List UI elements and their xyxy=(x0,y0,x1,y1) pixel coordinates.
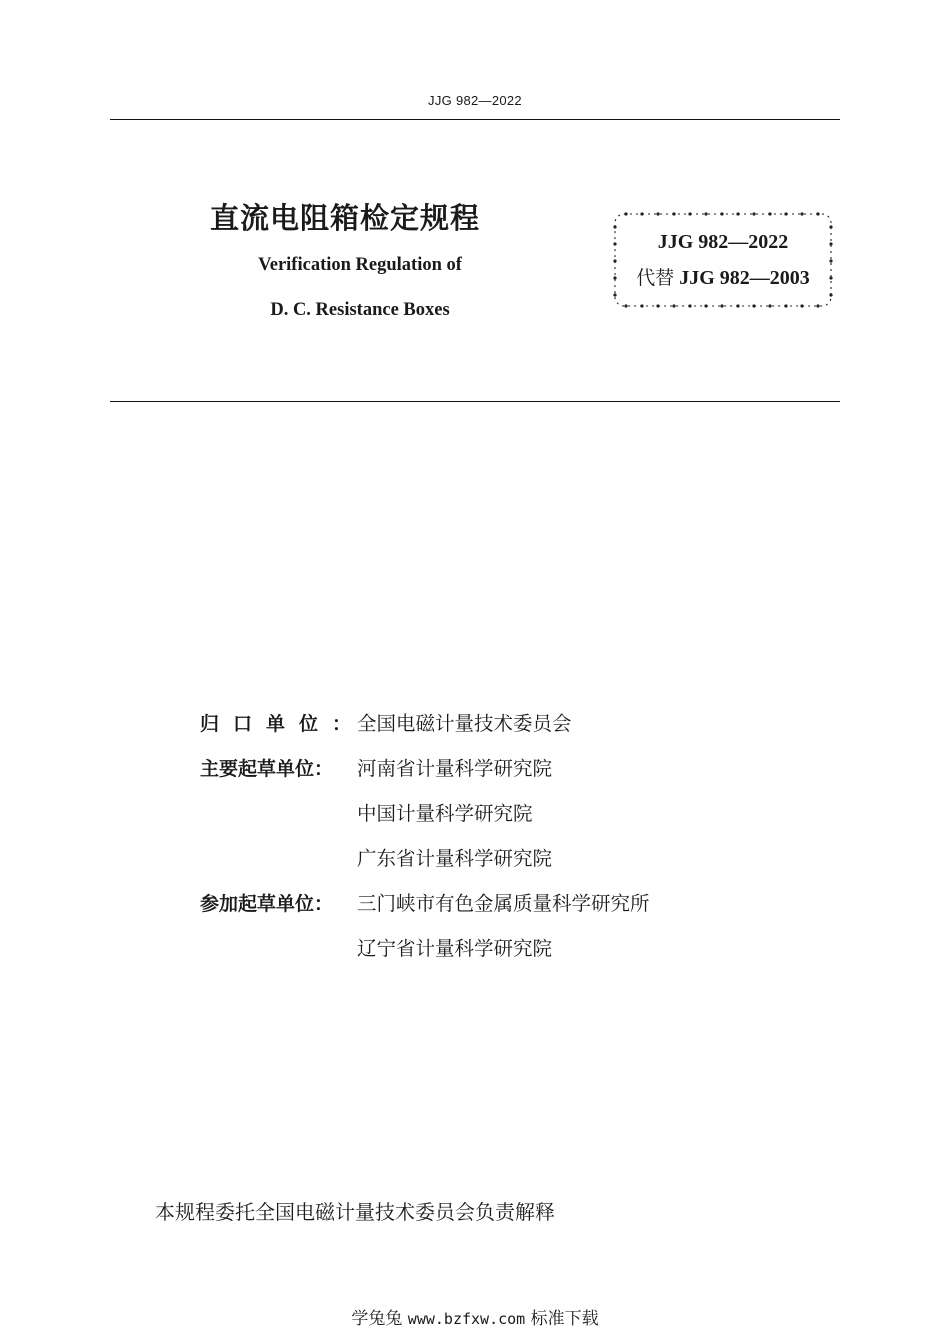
border-dot xyxy=(672,304,675,307)
border-dot xyxy=(736,304,739,307)
border-dot xyxy=(829,225,832,228)
document-title-english-line2: D. C. Resistance Boxes xyxy=(270,300,450,320)
border-dot xyxy=(624,212,627,215)
watermark xyxy=(0,1304,950,1329)
border-dot xyxy=(720,304,723,307)
org-value: 辽宁省计量科学研究院 xyxy=(357,937,553,960)
border-dot xyxy=(816,304,819,307)
border-dot xyxy=(688,212,691,215)
border-dot xyxy=(656,212,659,215)
running-header-code: JJG 982—2022 xyxy=(428,93,522,108)
org-value: 河南省计量科学研究院 xyxy=(357,757,553,780)
org-row-participating-drafter xyxy=(200,888,760,933)
border-dot xyxy=(640,212,643,215)
border-dot xyxy=(800,212,803,215)
title-divider xyxy=(110,401,840,402)
border-dot xyxy=(829,293,832,296)
border-dot xyxy=(613,225,616,228)
border-dot xyxy=(752,304,755,307)
watermark-url: www.bzfxw.com xyxy=(407,1310,526,1328)
border-dot xyxy=(768,212,771,215)
org-label: 归口单位： xyxy=(200,713,366,735)
replaced-code: JJG 982—2003 xyxy=(679,267,810,289)
org-value: 广东省计量科学研究院 xyxy=(357,847,553,870)
border-dot xyxy=(784,212,787,215)
watermark-site-name: 学兔兔 xyxy=(351,1309,403,1329)
border-dot xyxy=(816,212,819,215)
border-dot xyxy=(800,304,803,307)
org-value: 全国电磁计量技术委员会 xyxy=(357,712,572,735)
document-title-english-line1: Verification Regulation of xyxy=(258,255,462,275)
document-title-chinese: 直流电阻箱检定规程 xyxy=(210,201,481,235)
border-dot xyxy=(640,304,643,307)
border-dot xyxy=(613,293,616,296)
border-dot xyxy=(688,304,691,307)
border-dot xyxy=(704,304,707,307)
org-label: 主要起草单位： xyxy=(200,758,334,780)
replaces-line xyxy=(612,263,834,290)
border-dot xyxy=(672,212,675,215)
org-label: 参加起草单位： xyxy=(200,893,334,915)
standard-code: JJG 982—2022 xyxy=(657,231,789,253)
header-divider xyxy=(110,119,840,120)
org-row-main-drafter xyxy=(200,753,760,798)
watermark-tagline: 标准下载 xyxy=(530,1309,599,1329)
org-value: 中国计量科学研究院 xyxy=(357,802,533,825)
border-dot xyxy=(704,212,707,215)
drafting-organizations xyxy=(200,708,760,978)
border-dot xyxy=(752,212,755,215)
interpretation-note: 本规程委托全国电磁计量技术委员会负责解释 xyxy=(155,1200,555,1224)
border-dot xyxy=(768,304,771,307)
org-row-responsible xyxy=(200,708,760,753)
border-dot xyxy=(624,304,627,307)
org-value: 三门峡市有色金属质量科学研究所 xyxy=(357,892,650,915)
border-dot xyxy=(720,212,723,215)
border-dot xyxy=(736,212,739,215)
border-dot xyxy=(656,304,659,307)
standard-code-box xyxy=(612,211,834,309)
org-row-main-drafter xyxy=(200,798,760,843)
decorative-border xyxy=(612,211,834,309)
replaces-prefix: 代替 xyxy=(636,267,675,289)
border-dot xyxy=(784,304,787,307)
org-row-participating-drafter xyxy=(200,933,760,978)
org-row-main-drafter xyxy=(200,843,760,888)
